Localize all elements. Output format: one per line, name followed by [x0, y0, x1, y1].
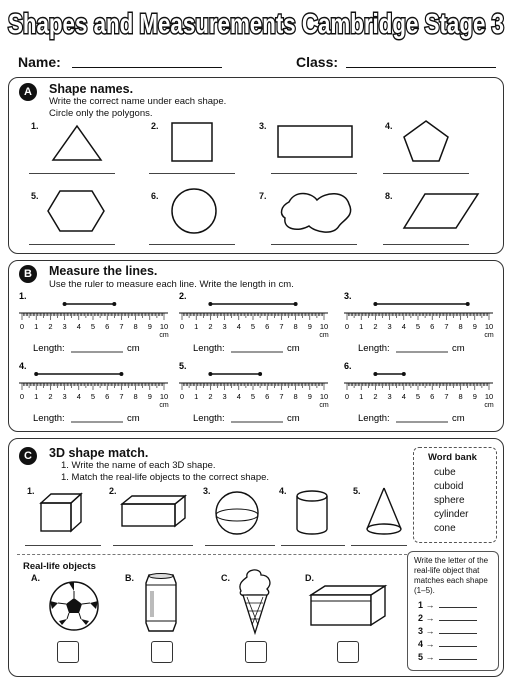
section-c-title: 3D shape match.	[49, 446, 149, 460]
length-unit: cm	[452, 413, 465, 424]
circle-icon	[169, 186, 219, 236]
ruler-tick-label: 6	[430, 392, 435, 401]
ruler-tick-label: 7	[279, 322, 284, 331]
line-endpoint	[208, 302, 212, 306]
matching-row[interactable]: 4 →	[418, 639, 477, 649]
matching-instruction-4: (1–5).	[414, 586, 435, 595]
ruler-unit: cm	[484, 402, 494, 409]
real-life-objects-label: Real-life objects	[23, 561, 96, 572]
answer-line[interactable]	[25, 545, 101, 546]
section-a-instruction-2: Circle only the polygons.	[49, 108, 153, 119]
ruler-tick-label: 8	[133, 392, 138, 401]
answer-line[interactable]	[281, 545, 345, 546]
soda-can-icon	[141, 571, 181, 635]
section-a-title: Shape names.	[49, 82, 134, 96]
length-label: Length:	[358, 343, 390, 354]
ruler-tick-label: 4	[236, 322, 241, 331]
length-label: Length:	[193, 413, 225, 424]
shape-number: 1.	[31, 121, 39, 131]
hexagon-icon	[45, 188, 107, 234]
shape-number: 8.	[385, 191, 393, 201]
shape-number: 6.	[151, 191, 159, 201]
ruler-tick-label: 2	[373, 322, 378, 331]
answer-box[interactable]	[57, 641, 79, 663]
ruler-unit: cm	[159, 402, 169, 409]
ruler-tick-label: 4	[76, 392, 81, 401]
name-class-bar	[12, 54, 502, 72]
answer-line[interactable]	[113, 545, 193, 546]
line-endpoint	[34, 372, 38, 376]
ruler-tick-label: 0	[19, 322, 25, 331]
ruler-tick-label: 5	[415, 322, 421, 331]
word-bank-item: cube	[434, 467, 456, 478]
ruler-tick-label: 10	[319, 322, 329, 331]
cylinder-icon	[293, 489, 331, 537]
ruler-tick-label: 5	[90, 322, 96, 331]
ruler-tick-label: 8	[293, 322, 298, 331]
length-unit: cm	[287, 343, 300, 354]
line-endpoint	[294, 302, 298, 306]
answer-line[interactable]	[149, 173, 235, 174]
length-unit: cm	[287, 413, 300, 424]
length-label: Length:	[193, 343, 225, 354]
ruler-tick-label: 9	[472, 392, 477, 401]
matching-instruction-1: Write the letter of the	[414, 556, 489, 565]
soccer-ball-icon	[47, 579, 101, 633]
line-endpoint	[208, 372, 212, 376]
answer-line[interactable]	[29, 173, 115, 174]
shape-number: 2.	[151, 121, 159, 131]
ruler-tick-label: 0	[344, 322, 350, 331]
ruler-tick-label: 7	[279, 392, 284, 401]
ruler-tick-label: 10	[159, 392, 169, 401]
ice-cream-icon	[235, 565, 275, 637]
answer-line[interactable]	[149, 244, 235, 245]
ruler-unit: cm	[319, 332, 329, 339]
svg-text:Shapes and Measurements Cambri: Shapes and Measurements Cambridge Stage 3	[8, 8, 504, 39]
worksheet-title	[0, 0, 512, 46]
ruler-tick-label: 4	[401, 392, 406, 401]
ruler-tick-label: 7	[444, 322, 449, 331]
line-number: 2.	[179, 291, 187, 301]
shape-number: 1.	[27, 486, 35, 496]
pentagon-icon	[401, 118, 451, 164]
ruler-tick-label: 9	[307, 322, 312, 331]
divider	[17, 554, 407, 555]
matching-row[interactable]: 1 →	[418, 600, 477, 610]
ruler-tick-label: 3	[62, 392, 67, 401]
ruler-tick-label: 6	[265, 392, 270, 401]
ruler-tick-label: 3	[387, 322, 392, 331]
word-bank-item: cuboid	[434, 481, 464, 492]
line-number: 5.	[179, 361, 187, 371]
ruler-tick-label: 8	[133, 322, 138, 331]
cube-icon	[37, 491, 87, 535]
ruler-tick-label: 10	[484, 322, 494, 331]
section-a-instruction-1: Write the correct name under each shape.	[49, 96, 227, 107]
cone-icon	[363, 485, 405, 539]
section-3d-shape-match	[8, 438, 504, 677]
ruler-tick-label: 8	[293, 392, 298, 401]
ruler-unit: cm	[484, 332, 494, 339]
ruler-tick-label: 1	[34, 322, 39, 331]
length-label: Length:	[33, 343, 65, 354]
ruler-tick-label: 7	[119, 322, 124, 331]
object-letter: B.	[125, 573, 134, 583]
ruler-tick-label: 0	[179, 392, 185, 401]
ruler-tick-label: 0	[179, 322, 185, 331]
shape-number: 4.	[385, 121, 393, 131]
ruler-tick-label: 10	[159, 322, 169, 331]
ruler-tick-label: 6	[105, 322, 110, 331]
section-shape-names	[8, 77, 504, 254]
section-b-instruction: Use the ruler to measure each line. Write the length in cm.	[49, 279, 294, 290]
ruler-tick-label: 3	[222, 322, 227, 331]
ruler-tick-label: 8	[458, 322, 463, 331]
word-bank-item: cylinder	[434, 509, 469, 520]
shape-number: 4.	[279, 486, 287, 496]
ruler-tick-label: 8	[458, 392, 463, 401]
matching-box	[407, 551, 499, 671]
sphere-icon	[213, 489, 261, 537]
line-endpoint	[402, 372, 406, 376]
answer-line[interactable]	[351, 545, 407, 546]
cuboid-icon	[119, 493, 189, 529]
matching-row[interactable]: 5 →	[418, 652, 477, 662]
word-bank-item: sphere	[434, 495, 465, 506]
line-endpoint	[119, 372, 123, 376]
parallelogram-icon	[401, 191, 481, 231]
answer-box[interactable]	[337, 641, 359, 663]
shape-number: 3.	[259, 121, 267, 131]
object-letter: C.	[221, 573, 230, 583]
object-letter: D.	[305, 573, 314, 583]
length-unit: cm	[452, 343, 465, 354]
section-b-badge: B	[19, 265, 37, 283]
line-number: 1.	[19, 291, 27, 301]
name-label: Name:	[18, 54, 61, 70]
square-icon	[169, 120, 217, 164]
ruler-tick-label: 9	[307, 392, 312, 401]
section-b-title: Measure the lines.	[49, 264, 158, 278]
ruler-tick-label: 3	[222, 392, 227, 401]
word-bank	[413, 447, 497, 543]
ruler-tick-label: 7	[444, 392, 449, 401]
line-endpoint	[373, 302, 377, 306]
ruler-tick-label: 4	[76, 322, 81, 331]
ruler-tick-label: 5	[415, 392, 421, 401]
ruler-tick-label: 2	[373, 392, 378, 401]
triangle-icon	[49, 123, 105, 163]
shape-number: 7.	[259, 191, 267, 201]
object-letter: A.	[31, 573, 40, 583]
length-unit: cm	[127, 343, 140, 354]
section-c-instruction-2: 1. Match the real-life objects to the correct shape.	[61, 472, 270, 483]
ruler-tick-label: 6	[265, 322, 270, 331]
word-bank-title: Word bank	[428, 452, 477, 463]
answer-line[interactable]	[383, 173, 469, 174]
ruler-tick-label: 1	[194, 392, 199, 401]
length-unit: cm	[127, 413, 140, 424]
length-label: Length:	[358, 413, 390, 424]
ruler-tick-label: 9	[472, 322, 477, 331]
shape-number: 3.	[203, 486, 211, 496]
ruler-tick-label: 1	[34, 392, 39, 401]
answer-line[interactable]	[205, 545, 275, 546]
matching-instruction-2: real-life object that	[414, 566, 480, 575]
ruler-tick-label: 2	[208, 392, 213, 401]
answer-line[interactable]	[383, 244, 469, 245]
shape-number: 5.	[353, 486, 361, 496]
ruler-tick-label: 3	[387, 392, 392, 401]
word-bank-item: cone	[434, 523, 456, 534]
class-field[interactable]	[346, 67, 496, 68]
matching-row[interactable]: 3 →	[418, 626, 477, 636]
section-c-instruction-1: 1. Write the name of each 3D shape.	[61, 460, 216, 471]
ruler-tick-label: 9	[147, 392, 152, 401]
ruler-unit: cm	[159, 332, 169, 339]
class-label: Class:	[296, 54, 339, 70]
ruler-tick-label: 3	[62, 322, 67, 331]
line-number: 6.	[344, 361, 352, 371]
ruler-tick-label: 1	[194, 322, 199, 331]
ruler-tick-label: 5	[250, 392, 256, 401]
ruler-tick-label: 10	[484, 392, 494, 401]
rectangle-icon	[275, 123, 357, 161]
ruler-unit: cm	[319, 402, 329, 409]
section-measure-lines	[8, 260, 504, 432]
ruler-tick-label: 1	[359, 392, 364, 401]
ruler-tick-label: 0	[344, 392, 350, 401]
answer-line[interactable]	[271, 244, 357, 245]
ruler-tick-label: 6	[430, 322, 435, 331]
rulers-area	[9, 261, 503, 431]
ruler-tick-label: 10	[319, 392, 329, 401]
blob-icon	[275, 186, 359, 238]
length-label: Length:	[33, 413, 65, 424]
line-endpoint	[373, 372, 377, 376]
ruler-tick-label: 4	[236, 392, 241, 401]
matching-row[interactable]: 2 →	[418, 613, 477, 623]
line-number: 3.	[344, 291, 352, 301]
ruler-tick-label: 5	[90, 392, 96, 401]
line-endpoint	[466, 302, 470, 306]
ruler-tick-label: 6	[105, 392, 110, 401]
ruler-tick-label: 9	[147, 322, 152, 331]
ruler-tick-label: 4	[401, 322, 406, 331]
line-number: 4.	[19, 361, 27, 371]
matching-instruction-3: matches each shape	[414, 576, 488, 585]
section-a-badge: A	[19, 83, 37, 101]
answer-line[interactable]	[271, 173, 357, 174]
answer-box[interactable]	[151, 641, 173, 663]
ruler-tick-label: 2	[48, 392, 53, 401]
ruler-tick-label: 5	[250, 322, 256, 331]
name-field[interactable]	[72, 67, 222, 68]
answer-box[interactable]	[245, 641, 267, 663]
ruler-tick-label: 0	[19, 392, 25, 401]
ruler-tick-label: 1	[359, 322, 364, 331]
line-endpoint	[112, 302, 116, 306]
answer-line[interactable]	[29, 244, 115, 245]
gift-box-icon	[307, 583, 389, 629]
line-endpoint	[258, 372, 262, 376]
ruler-tick-label: 2	[48, 322, 53, 331]
ruler-tick-label: 2	[208, 322, 213, 331]
line-endpoint	[63, 302, 67, 306]
section-c-badge: C	[19, 447, 37, 465]
shape-number: 5.	[31, 191, 39, 201]
shape-number: 2.	[109, 486, 117, 496]
ruler-tick-label: 7	[119, 392, 124, 401]
